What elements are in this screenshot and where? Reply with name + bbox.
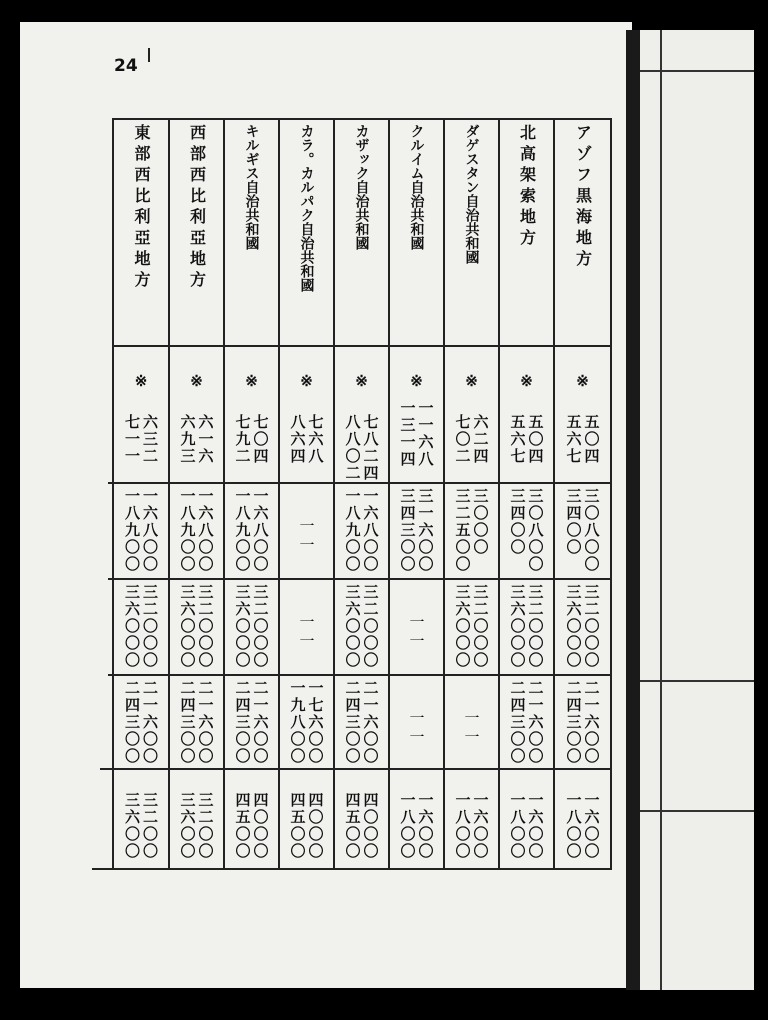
column-header: カザック自治共和國 <box>353 124 370 250</box>
row-rule-1 <box>108 482 612 484</box>
table-cell: 六一六 六九三 <box>178 414 215 465</box>
table-cell: 五〇四 五六七 <box>508 414 545 465</box>
table-cell: 四〇〇〇 四五〇〇 <box>233 792 270 860</box>
table-cell: 三二〇〇 三六〇〇 <box>123 792 159 860</box>
table-bottom-rule <box>92 868 612 870</box>
table-cell: 三二〇〇〇 三六〇〇〇 <box>123 584 159 669</box>
table-cell: 七六八 八六四 <box>288 414 325 465</box>
column-header: カラ。カルパク自治共和國 <box>298 124 315 292</box>
table-cell-mark: ※ <box>352 372 371 390</box>
row-rule-2 <box>108 578 612 580</box>
table-cell: 四〇〇〇 四五〇〇 <box>288 792 325 860</box>
book-gutter <box>626 30 640 990</box>
table-cell: 二一六〇〇 二四三〇〇 <box>564 680 601 765</box>
table-cell: 三〇八〇〇 三四〇〇 <box>564 488 601 573</box>
page-mark <box>148 48 150 62</box>
header-bottom-rule <box>112 345 612 347</box>
table-cell-empty: 一一 <box>407 710 426 748</box>
table-cell: 二一六〇〇 二四三〇〇 <box>343 680 380 765</box>
table-cell-empty: 一一 <box>297 518 316 556</box>
table-cell: 一六八〇〇 一八九〇〇 <box>343 488 380 573</box>
table-cell: 一六八〇〇 一八九〇〇 <box>233 488 270 573</box>
table-cell: 二一六〇〇 二四三〇〇 <box>233 680 270 765</box>
table-cell: 三二〇〇〇 三六〇〇〇 <box>564 584 601 669</box>
column-header: 東部西比利亞地方 <box>132 124 151 292</box>
table-cell: 一七六〇〇 一九八〇〇 <box>288 680 325 765</box>
table-cell: 一六〇〇 一八〇〇 <box>508 792 545 860</box>
table-cell-mark: ※ <box>187 372 206 390</box>
table-cell: 一一六八 一三一四 <box>398 400 435 468</box>
table-cell: 一六〇〇 一八〇〇 <box>398 792 435 860</box>
table-cell-mark: ※ <box>132 372 150 390</box>
table-cell-mark: ※ <box>517 372 536 390</box>
table-cell: 二一六〇〇 二四三〇〇 <box>508 680 545 765</box>
table-cell: 一六〇〇 一八〇〇 <box>453 792 490 860</box>
row-rule-4 <box>100 768 612 770</box>
table-cell: 三一六〇〇 三四三〇〇 <box>398 488 435 573</box>
table-cell-mark: ※ <box>297 372 316 390</box>
table-cell-empty: 一一 <box>462 710 481 748</box>
table-cell: 二一六〇〇 二四三〇〇 <box>123 680 159 765</box>
table-cell: 七〇四 七九二 <box>233 414 270 465</box>
table-cell-mark: ※ <box>242 372 261 390</box>
table-cell-mark: ※ <box>407 372 426 390</box>
table-cell: 四〇〇〇 四五〇〇 <box>343 792 380 860</box>
table-cell: 六三二 七一一 <box>123 414 159 465</box>
table-cell: 一六八〇〇 一八九〇〇 <box>178 488 215 573</box>
table-cell: 五〇四 五六七 <box>564 414 601 465</box>
page-number: 24 <box>114 56 138 76</box>
table-cell: 三二〇〇〇 三六〇〇〇 <box>178 584 215 669</box>
table-cell: 一六八〇〇 一八九〇〇 <box>123 488 159 573</box>
table-cell: 七八二四 八八〇二 <box>343 414 380 482</box>
table-cell-empty: 一一 <box>297 614 316 652</box>
table-cell: 六二四 七〇二 <box>453 414 490 465</box>
row-rule-3 <box>108 674 612 676</box>
table-cell-mark: ※ <box>573 372 592 390</box>
column-header: キルギス自治共和國 <box>243 124 260 250</box>
column-header: 北高架索地方 <box>517 124 537 250</box>
table-cell-mark: ※ <box>462 372 481 390</box>
column-header: アゾフ黒海地方 <box>573 124 593 271</box>
column-header: クルイム自治共和國 <box>408 124 425 250</box>
table-cell: 一六〇〇 一八〇〇 <box>564 792 601 860</box>
table-cell: 三二〇〇〇 三六〇〇〇 <box>233 584 270 669</box>
table-cell: 三〇〇〇 三二五〇〇 <box>453 488 490 573</box>
table-cell: 三二〇〇 三六〇〇 <box>178 792 215 860</box>
column-rule <box>610 118 612 870</box>
table-cell-empty: 一一 <box>407 614 426 652</box>
table-cell: 三〇八〇〇 三四〇〇 <box>508 488 545 573</box>
column-header: ダゲスタン自治共和國 <box>463 124 480 264</box>
table-cell: 三二〇〇〇 三六〇〇〇 <box>343 584 380 669</box>
table-cell: 二一六〇〇 二四三〇〇 <box>178 680 215 765</box>
table-cell: 三二〇〇〇 三六〇〇〇 <box>508 584 545 669</box>
facing-page-edge <box>640 30 754 990</box>
column-header: 西部西比利亞地方 <box>187 124 207 292</box>
table-top-rule <box>112 118 612 120</box>
table-cell: 三二〇〇〇 三六〇〇〇 <box>453 584 490 669</box>
